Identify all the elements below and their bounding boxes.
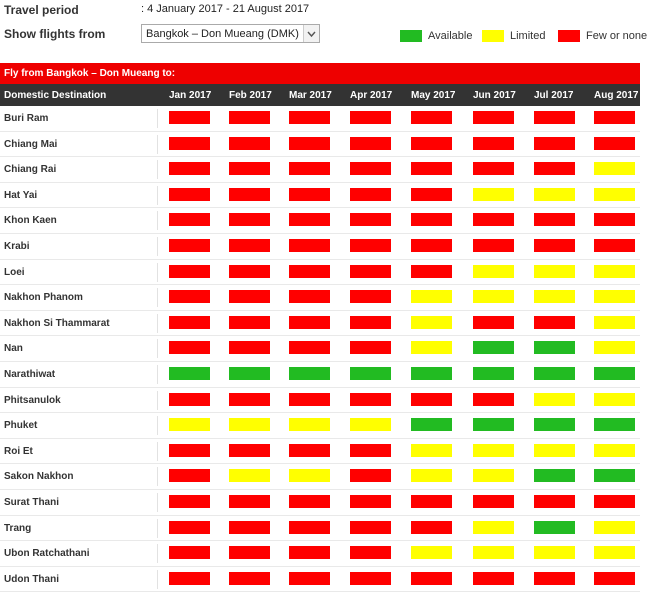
availability-cell[interactable] bbox=[594, 341, 635, 354]
availability-cell[interactable] bbox=[169, 367, 210, 380]
header-month: Mar 2017 bbox=[289, 90, 332, 101]
table-row bbox=[0, 234, 640, 260]
availability-cell[interactable] bbox=[289, 316, 330, 329]
availability-cell[interactable] bbox=[534, 367, 575, 380]
destination-name[interactable]: Nan bbox=[4, 343, 23, 355]
availability-cell[interactable] bbox=[169, 444, 210, 457]
availability-cell[interactable] bbox=[350, 469, 391, 482]
availability-cell[interactable] bbox=[169, 265, 210, 278]
availability-cell[interactable] bbox=[594, 290, 635, 303]
table-row bbox=[0, 362, 640, 388]
row-divider bbox=[157, 544, 158, 563]
availability-cell[interactable] bbox=[411, 469, 452, 482]
destination-banner bbox=[0, 63, 640, 84]
legend-label-limited: Limited bbox=[510, 30, 546, 42]
table-row bbox=[0, 516, 640, 542]
availability-cell[interactable] bbox=[169, 162, 210, 175]
availability-cell[interactable] bbox=[411, 162, 452, 175]
availability-cell[interactable] bbox=[473, 239, 514, 252]
availability-cell[interactable] bbox=[473, 495, 514, 508]
availability-cell[interactable] bbox=[289, 137, 330, 150]
availability-cell[interactable] bbox=[289, 188, 330, 201]
availability-cell[interactable] bbox=[473, 188, 514, 201]
row-divider bbox=[157, 135, 158, 154]
origin-select-value: Bangkok – Don Mueang (DMK) bbox=[146, 28, 299, 40]
availability-cell[interactable] bbox=[289, 546, 330, 559]
availability-cell[interactable] bbox=[411, 239, 452, 252]
availability-cell[interactable] bbox=[229, 367, 270, 380]
destination-name[interactable]: Narathiwat bbox=[4, 368, 56, 380]
availability-cell[interactable] bbox=[289, 418, 330, 431]
legend-swatch-few bbox=[558, 30, 580, 42]
availability-cell[interactable] bbox=[534, 290, 575, 303]
availability-cell[interactable] bbox=[534, 495, 575, 508]
availability-cell[interactable] bbox=[229, 546, 270, 559]
availability-cell[interactable] bbox=[473, 367, 514, 380]
row-divider bbox=[157, 391, 158, 410]
availability-cell[interactable] bbox=[169, 316, 210, 329]
header-destination: Domestic Destination bbox=[4, 90, 107, 101]
availability-cell[interactable] bbox=[350, 111, 391, 124]
availability-cell[interactable] bbox=[169, 546, 210, 559]
availability-cell[interactable] bbox=[229, 290, 270, 303]
availability-cell[interactable] bbox=[594, 546, 635, 559]
availability-cell[interactable] bbox=[289, 393, 330, 406]
row-divider bbox=[157, 493, 158, 512]
row-divider bbox=[157, 263, 158, 282]
availability-cell[interactable] bbox=[229, 393, 270, 406]
availability-cell[interactable] bbox=[473, 316, 514, 329]
availability-cell[interactable] bbox=[350, 162, 391, 175]
availability-cell[interactable] bbox=[473, 265, 514, 278]
availability-cell[interactable] bbox=[289, 341, 330, 354]
availability-cell[interactable] bbox=[411, 265, 452, 278]
header-month: May 2017 bbox=[411, 90, 456, 101]
availability-cell[interactable] bbox=[594, 162, 635, 175]
destination-name[interactable]: Udon Thani bbox=[4, 573, 59, 585]
availability-cell[interactable] bbox=[594, 418, 635, 431]
availability-cell[interactable] bbox=[169, 239, 210, 252]
destination-name[interactable]: Nakhon Si Thammarat bbox=[4, 317, 110, 329]
availability-cell[interactable] bbox=[169, 341, 210, 354]
availability-cell[interactable] bbox=[534, 546, 575, 559]
destination-name[interactable]: Hat Yai bbox=[4, 189, 38, 201]
table-row bbox=[0, 311, 640, 337]
availability-cell[interactable] bbox=[229, 316, 270, 329]
availability-cell[interactable] bbox=[289, 367, 330, 380]
availability-cell[interactable] bbox=[534, 521, 575, 534]
availability-cell[interactable] bbox=[350, 444, 391, 457]
availability-cell[interactable] bbox=[534, 111, 575, 124]
availability-cell[interactable] bbox=[534, 572, 575, 585]
availability-cell[interactable] bbox=[594, 572, 635, 585]
availability-cell[interactable] bbox=[350, 316, 391, 329]
availability-cell[interactable] bbox=[473, 341, 514, 354]
availability-cell[interactable] bbox=[289, 290, 330, 303]
table-row bbox=[0, 413, 640, 439]
availability-cell[interactable] bbox=[534, 188, 575, 201]
availability-cell[interactable] bbox=[473, 418, 514, 431]
table-row bbox=[0, 132, 640, 158]
legend-swatch-available bbox=[400, 30, 422, 42]
availability-cell[interactable] bbox=[229, 111, 270, 124]
header-month: Jun 2017 bbox=[473, 90, 516, 101]
availability-cell[interactable] bbox=[289, 162, 330, 175]
row-divider bbox=[157, 339, 158, 358]
destination-name[interactable]: Phuket bbox=[4, 420, 38, 432]
availability-cell[interactable] bbox=[411, 393, 452, 406]
availability-cell[interactable] bbox=[229, 213, 270, 226]
availability-cell[interactable] bbox=[534, 213, 575, 226]
availability-cell[interactable] bbox=[411, 521, 452, 534]
availability-cell[interactable] bbox=[169, 469, 210, 482]
availability-cell[interactable] bbox=[350, 572, 391, 585]
availability-cell[interactable] bbox=[411, 188, 452, 201]
availability-cell[interactable] bbox=[229, 444, 270, 457]
header-month: Apr 2017 bbox=[350, 90, 393, 101]
destination-name[interactable]: Nakhon Phanom bbox=[4, 292, 83, 304]
row-divider bbox=[157, 160, 158, 179]
availability-cell[interactable] bbox=[594, 137, 635, 150]
destination-name[interactable]: Ubon Ratchathani bbox=[4, 548, 90, 560]
legend-label-few: Few or none bbox=[586, 30, 647, 42]
destination-name[interactable]: Sakon Nakhon bbox=[4, 471, 74, 483]
table-row bbox=[0, 336, 640, 362]
availability-cell[interactable] bbox=[169, 495, 210, 508]
destination-name[interactable]: Buri Ram bbox=[4, 113, 49, 124]
availability-cell[interactable] bbox=[229, 495, 270, 508]
availability-cell[interactable] bbox=[289, 444, 330, 457]
table-row bbox=[0, 439, 640, 465]
availability-cell[interactable] bbox=[534, 162, 575, 175]
header-month: Aug 2017 bbox=[594, 90, 639, 101]
destination-name[interactable]: Khon Kaen bbox=[4, 215, 57, 227]
availability-cell[interactable] bbox=[594, 213, 635, 226]
row-divider bbox=[157, 365, 158, 384]
availability-cell[interactable] bbox=[594, 393, 635, 406]
destination-name[interactable]: Phitsanulok bbox=[4, 394, 61, 406]
availability-cell[interactable] bbox=[229, 188, 270, 201]
availability-cell[interactable] bbox=[350, 367, 391, 380]
availability-cell[interactable] bbox=[411, 213, 452, 226]
availability-cell[interactable] bbox=[169, 572, 210, 585]
availability-cell[interactable] bbox=[229, 162, 270, 175]
table-row bbox=[0, 106, 640, 132]
availability-cell[interactable] bbox=[229, 469, 270, 482]
availability-cell[interactable] bbox=[411, 418, 452, 431]
legend-label-available: Available bbox=[428, 30, 473, 42]
table-row bbox=[0, 541, 640, 567]
availability-cell[interactable] bbox=[411, 137, 452, 150]
availability-cell[interactable] bbox=[594, 316, 635, 329]
legend-swatch-limited bbox=[482, 30, 504, 42]
table-row bbox=[0, 157, 640, 183]
availability-cell[interactable] bbox=[411, 495, 452, 508]
destination-name[interactable]: Chiang Rai bbox=[4, 164, 57, 176]
availability-cell[interactable] bbox=[289, 572, 330, 585]
availability-cell[interactable] bbox=[229, 521, 270, 534]
row-divider bbox=[157, 186, 158, 205]
availability-cell[interactable] bbox=[169, 213, 210, 226]
availability-cell[interactable] bbox=[534, 418, 575, 431]
availability-cell[interactable] bbox=[534, 393, 575, 406]
destination-name[interactable]: Loei bbox=[4, 266, 25, 278]
availability-cell[interactable] bbox=[169, 111, 210, 124]
availability-cell[interactable] bbox=[350, 239, 391, 252]
destination-name[interactable]: Chiang Mai bbox=[4, 138, 58, 150]
availability-cell[interactable] bbox=[289, 213, 330, 226]
availability-cell[interactable] bbox=[169, 188, 210, 201]
availability-cell[interactable] bbox=[594, 239, 635, 252]
table-row bbox=[0, 490, 640, 516]
availability-cell[interactable] bbox=[350, 546, 391, 559]
availability-cell[interactable] bbox=[169, 521, 210, 534]
table-row bbox=[0, 388, 640, 414]
availability-cell[interactable] bbox=[289, 521, 330, 534]
availability-cell[interactable] bbox=[229, 418, 270, 431]
row-divider bbox=[157, 237, 158, 256]
destination-name[interactable]: Krabi bbox=[4, 240, 30, 252]
availability-cell[interactable] bbox=[411, 341, 452, 354]
availability-cell[interactable] bbox=[229, 137, 270, 150]
row-divider bbox=[157, 442, 158, 461]
availability-cell[interactable] bbox=[169, 393, 210, 406]
availability-cell[interactable] bbox=[594, 265, 635, 278]
availability-cell[interactable] bbox=[350, 393, 391, 406]
availability-cell[interactable] bbox=[169, 418, 210, 431]
destination-table-body bbox=[0, 106, 640, 592]
row-divider bbox=[157, 467, 158, 486]
availability-cell[interactable] bbox=[411, 367, 452, 380]
table-row bbox=[0, 567, 640, 592]
availability-cell[interactable] bbox=[411, 111, 452, 124]
availability-cell[interactable] bbox=[411, 290, 452, 303]
availability-cell[interactable] bbox=[473, 393, 514, 406]
availability-cell[interactable] bbox=[350, 341, 391, 354]
destination-name[interactable]: Roi Et bbox=[4, 445, 33, 457]
availability-cell[interactable] bbox=[350, 418, 391, 431]
availability-cell[interactable] bbox=[473, 469, 514, 482]
availability-cell[interactable] bbox=[169, 137, 210, 150]
availability-cell[interactable] bbox=[350, 137, 391, 150]
availability-cell[interactable] bbox=[229, 265, 270, 278]
row-divider bbox=[157, 109, 158, 128]
availability-cell[interactable] bbox=[473, 290, 514, 303]
availability-cell[interactable] bbox=[534, 469, 575, 482]
availability-cell[interactable] bbox=[289, 495, 330, 508]
availability-cell[interactable] bbox=[473, 137, 514, 150]
availability-cell[interactable] bbox=[229, 572, 270, 585]
availability-cell[interactable] bbox=[473, 162, 514, 175]
chevron-down-icon[interactable] bbox=[303, 25, 319, 42]
legend bbox=[400, 30, 647, 43]
availability-cell[interactable] bbox=[594, 111, 635, 124]
availability-cell[interactable] bbox=[473, 546, 514, 559]
availability-cell[interactable] bbox=[594, 444, 635, 457]
destination-name[interactable]: Trang bbox=[4, 522, 32, 534]
destination-name[interactable]: Surat Thani bbox=[4, 496, 60, 508]
availability-cell[interactable] bbox=[229, 341, 270, 354]
availability-cell[interactable] bbox=[289, 111, 330, 124]
availability-cell[interactable] bbox=[350, 265, 391, 278]
availability-cell[interactable] bbox=[534, 137, 575, 150]
show-flights-label: Show flights from bbox=[4, 27, 106, 41]
availability-cell[interactable] bbox=[289, 469, 330, 482]
availability-cell[interactable] bbox=[594, 469, 635, 482]
table-row bbox=[0, 208, 640, 234]
availability-cell[interactable] bbox=[411, 572, 452, 585]
header-month: Jul 2017 bbox=[534, 90, 574, 101]
row-divider bbox=[157, 570, 158, 589]
availability-cell[interactable] bbox=[594, 367, 635, 380]
table-row bbox=[0, 285, 640, 311]
row-divider bbox=[157, 211, 158, 230]
availability-cell[interactable] bbox=[411, 316, 452, 329]
availability-cell[interactable] bbox=[350, 188, 391, 201]
origin-select[interactable] bbox=[141, 24, 320, 43]
header-month: Feb 2017 bbox=[229, 90, 272, 101]
travel-period-label: Travel period bbox=[4, 3, 79, 17]
availability-cell[interactable] bbox=[473, 213, 514, 226]
travel-period-value: : 4 January 2017 - 21 August 2017 bbox=[141, 3, 310, 15]
availability-cell[interactable] bbox=[473, 111, 514, 124]
availability-cell[interactable] bbox=[473, 521, 514, 534]
availability-cell[interactable] bbox=[594, 521, 635, 534]
row-divider bbox=[157, 314, 158, 333]
availability-cell[interactable] bbox=[473, 572, 514, 585]
availability-cell[interactable] bbox=[534, 239, 575, 252]
availability-cell[interactable] bbox=[594, 495, 635, 508]
availability-cell[interactable] bbox=[289, 265, 330, 278]
table-row bbox=[0, 260, 640, 286]
availability-cell[interactable] bbox=[350, 521, 391, 534]
availability-cell[interactable] bbox=[169, 290, 210, 303]
row-divider bbox=[157, 288, 158, 307]
banner-text: Fly from Bangkok – Don Mueang to: bbox=[4, 68, 176, 79]
availability-cell[interactable] bbox=[411, 444, 452, 457]
availability-cell[interactable] bbox=[411, 546, 452, 559]
header-month: Jan 2017 bbox=[169, 90, 212, 101]
availability-cell[interactable] bbox=[229, 239, 270, 252]
availability-cell[interactable] bbox=[534, 316, 575, 329]
availability-cell[interactable] bbox=[289, 239, 330, 252]
availability-cell[interactable] bbox=[473, 444, 514, 457]
availability-cell[interactable] bbox=[534, 341, 575, 354]
row-divider bbox=[157, 416, 158, 435]
table-row bbox=[0, 464, 640, 490]
availability-cell[interactable] bbox=[534, 444, 575, 457]
availability-cell[interactable] bbox=[534, 265, 575, 278]
availability-cell[interactable] bbox=[350, 495, 391, 508]
availability-cell[interactable] bbox=[350, 213, 391, 226]
row-divider bbox=[157, 519, 158, 538]
table-header bbox=[0, 84, 640, 106]
availability-cell[interactable] bbox=[594, 188, 635, 201]
table-row bbox=[0, 183, 640, 209]
availability-cell[interactable] bbox=[350, 290, 391, 303]
